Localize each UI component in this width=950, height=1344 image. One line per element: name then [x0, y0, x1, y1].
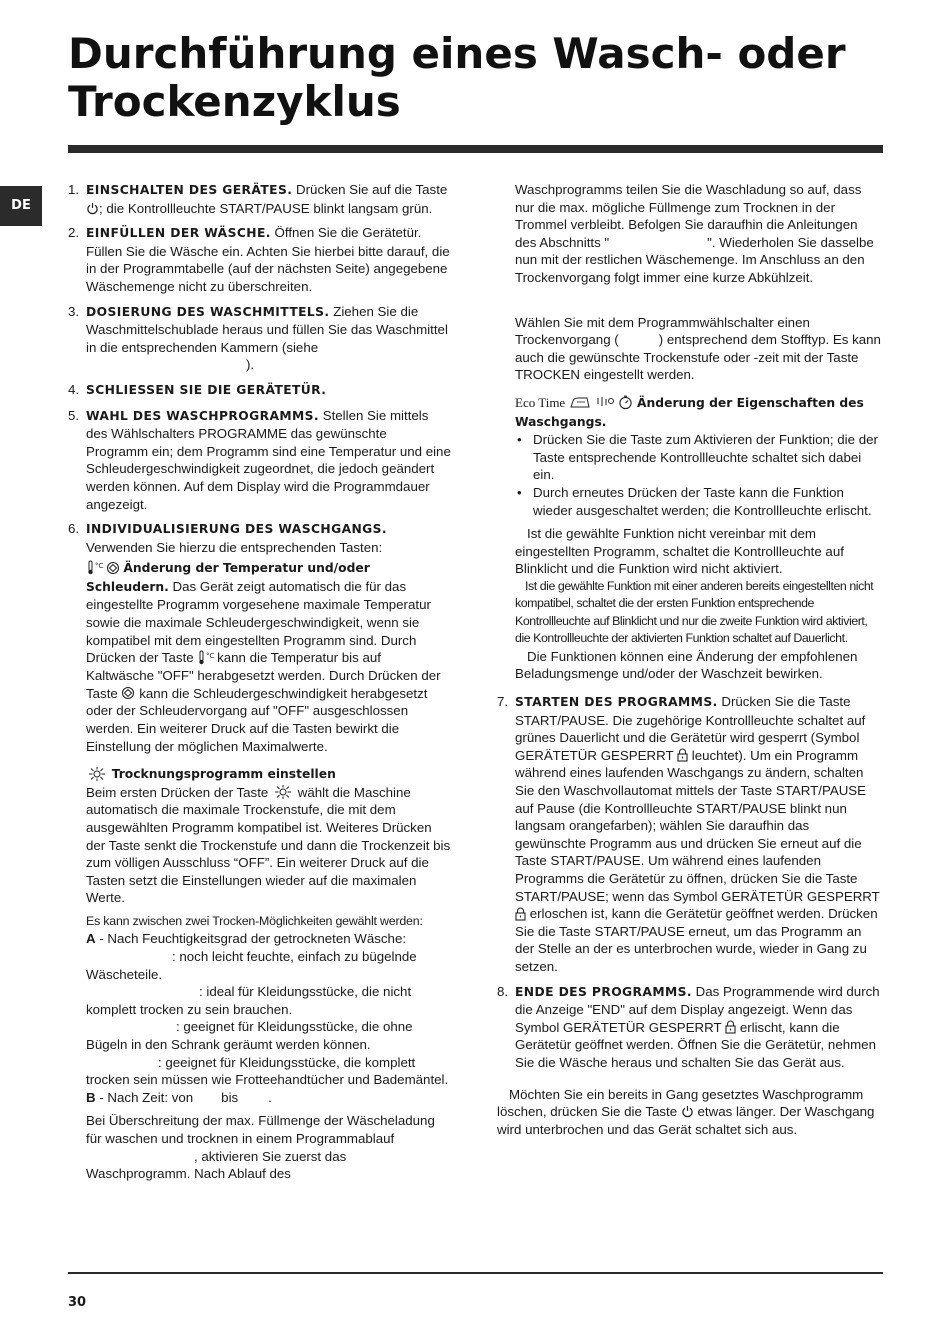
drying-heading: Trocknungsprogramm einstellen: [111, 767, 336, 782]
language-tab: DE: [0, 186, 42, 226]
temperature-spin-paragraph: °C Änderung der Temperatur und/oder Schleudern. Das Gerät zeigt automatisch die für das eingestellte Programm vorgesehene maximale Temperatur sowie die maximale Schleudergeschwindigkeit, wenn sie kompatibel mit dem eingestellten Programm sind. Durch Drücken der Taste °C kann die Temperatur bis auf Kaltwäsche "OFF" herabgesetzt werden. Durch Drücken der Taste kann die Schleudergeschwindigkeit herabgesetzt oder der Schleudervorgang auf "OFF" ausgeschlossen werden. Ein weiterer Druck auf die Tasten bewirkt die Einstellung der möglichen Maximalwerte.: [86, 561, 441, 754]
spin-icon: [106, 561, 120, 577]
step-list-left: [68, 181, 452, 556]
drying-icon: [86, 767, 108, 783]
step-list-right: [497, 693, 882, 1071]
function-bullet-1: • Drücken Sie die Taste zum Aktivieren der Funktion; die der Taste entsprechende Kontrollleuchte schaltet sich dabei ein.: [517, 432, 878, 483]
right-column: [497, 181, 882, 1138]
overload-paragraph: Bei Überschreitung der max. Füllmenge der Wäscheladung für waschen und trocknen in einem Programmablauf, aktivieren Sie zuerst das Waschprogramm. Nach Ablauf des: [86, 1113, 435, 1182]
step-switch-on: 1. EINSCHALTEN DES GERÄTES. Drücken Sie auf die Taste ; die Kontrollleuchte START/PAUSE blinkt langsam grün.: [68, 182, 448, 216]
drying-level-4: : geeignet für Kleidungsstücke, die komplett trocken sein müssen wie Frotteehandtücher und Bademäntel.: [86, 1054, 449, 1088]
drying-select-paragraph: Wählen Sie mit dem Programmwählschalter einen Trockenvorgang ( ) entsprechend dem Stofftyp. Es kann auch die gewünschte Trockenstufe oder -zeit mit der Taste TROCKEN eingestellt werden.: [515, 314, 881, 383]
svg-text:°C: °C: [95, 562, 104, 571]
drying-choice-intro: Es kann zwischen zwei Trocken-Möglichkeiten gewählt werden:: [86, 913, 423, 928]
function-notes: [497, 525, 882, 683]
drying-level-1: : noch leicht feuchte, einfach zu bügelnde Wäscheteile.: [86, 949, 417, 982]
title-rule: [68, 145, 883, 153]
function-note-2: Ist die gewählte Funktion mit einer anderen bereits eingestellten nicht kompatibel, schaltet die der ersten Funktion entsprechende Kontrollleuchte auf Blinklicht und nur die zweite Funktion wird aktiviert, die Kontrollleuchte der aktivierten Funktion schaltet auf Dauerlicht.: [515, 578, 874, 646]
step-heading: DOSIERUNG DES WASCHMITTELS.: [86, 304, 330, 319]
step-heading: EINSCHALTEN DES GERÄTES.: [86, 183, 293, 197]
stain-icon: [595, 396, 615, 411]
function-note-1: Ist die gewählte Funktion nicht vereinbar mit dem eingestellten Programm, schaltet die Kontrollleuchte auf Blinklicht und die Funktion wird nicht aktiviert.: [515, 526, 844, 577]
left-column: [68, 181, 452, 1183]
right-column-intro: [497, 181, 882, 431]
step-detergent: 3. DOSIERUNG DES WASCHMITTELS. Ziehen Sie die Waschmittelschublade heraus und füllen Sie das Waschmittel in die entsprechenden Kammern (siehe).: [68, 303, 448, 373]
lock-icon: [677, 748, 688, 764]
cancel-program-paragraph: Möchten Sie ein bereits in Gang gesetztes Waschprogramm löschen, drücken Sie die Taste etwas länger. Der Waschgang wird unterbrochen und das Gerät schaltet sich aus.: [497, 1086, 875, 1137]
function-bullet-2: • Durch erneutes Drücken der Taste kann die Funktion wieder ausgeschaltet werden; die Kontrollleuchte erlischt.: [517, 484, 872, 518]
function-note-3: Die Funktionen können eine Änderung der empfohlenen Beladungsmenge und/oder der Waschzeit bewirken.: [515, 648, 858, 682]
page-title: Durchführung eines Wasch- oder Trockenzyklus: [68, 29, 846, 126]
step-heading: WAHL DES WASCHPROGRAMMS.: [86, 408, 319, 423]
lock-icon: [515, 907, 526, 923]
temperature-icon: [197, 650, 213, 667]
drying-level-3: : geeignet für Kleidungsstücke, die ohne Bügeln in den Schrank geräumt werden können.: [86, 1019, 413, 1053]
power-icon: [86, 202, 99, 217]
step-heading: INDIVIDUALISIERUNG DES WASCHGANGS.: [86, 522, 388, 537]
footer-rule: [68, 1272, 883, 1274]
step-heading: SCHLIESSEN SIE DIE GERÄTETÜR.: [86, 382, 327, 397]
temperature-spin-heading: Änderung der Temperatur und/oder Schleudern.: [86, 561, 370, 594]
power-icon: [681, 1105, 694, 1120]
function-heading: Änderung der Eigenschaften des Waschgangs.: [515, 395, 864, 429]
step-heading: ENDE DES PROGRAMMS.: [515, 984, 692, 999]
step-select-program: 5. WAHL DES WASCHPROGRAMMS. Stellen Sie mittels des Wählschalters PROGRAMME das gewünschte Programm ein; dem Programm sind eine Temperatur und eine Schleudergeschwindigkeit zugeordnet, die jedoch geändert werden können. Auf dem Display wird die Programmdauer angezeigt.: [68, 407, 451, 512]
step-heading: STARTEN DES PROGRAMMS.: [515, 695, 718, 710]
step-customize: 6. INDIVIDUALISIERUNG DES WASCHGANGS. Verwenden Sie hierzu die entsprechenden Tasten:: [68, 521, 388, 555]
iron-icon: [569, 396, 591, 411]
drying-option-b: B - Nach Zeit: von bis .: [86, 1089, 272, 1105]
step-close-door: 4. SCHLIESSEN SIE DIE GERÄTETÜR.: [68, 381, 327, 397]
step-load-laundry: 2. EINFÜLLEN DER WÄSCHE. Öffnen Sie die Gerätetür. Füllen Sie die Wäsche ein. Achten Sie hierbei bitte darauf, die in der Programmtabelle (auf der nächsten Seite) angegebene Wäschemenge nicht zu überschreiten.: [68, 225, 450, 294]
page-number: 30: [68, 1295, 87, 1310]
drying-option-a: A - Nach Feuchtigkeitsgrad der getrockneten Wäsche:: [86, 931, 407, 947]
wash-dry-continuation: Waschprogramms teilen Sie die Waschladung so auf, dass nur die max. mögliche Füllmenge zum Trocknen in der Trommel verbleibt. Befolgen Sie daraufhin die Anleitungen des Abschnitts " ". Wiederholen Sie dasselbe nun mit der restlichen Wäschemenge. Im Anschluss an den Trockenvorgang folgt immer eine kurze Abkühlzeit.: [515, 182, 874, 285]
eco-time-icon: Eco Time: [515, 394, 566, 410]
customize-details: [68, 559, 452, 1182]
temperature-icon: [86, 560, 102, 577]
timer-icon: [618, 395, 633, 412]
lock-icon: [725, 1020, 736, 1036]
step-heading: EINFÜLLEN DER WÄSCHE.: [86, 226, 271, 241]
drying-paragraph: Trocknungsprogramm einstellen Beim ersten Drücken der Taste wählt die Maschine automatisch die maximale Trockenstufe, die mit dem ausgewählten Programm kompatibel ist. Weiteres Drücken der Taste senkt die Trockenstufe und dann die Trockenzeit bis zum völligen Ausschluss “OFF”. Ein weiterer Druck auf die Tasten setzt die Einstellungen wieder auf die maximalen Werte.: [86, 767, 451, 906]
svg-text:°C: °C: [206, 652, 215, 661]
step-start-program: 7. STARTEN DES PROGRAMMS. Drücken Sie die Taste START/PAUSE. Die zugehörige Kontrollleuchte schaltet auf grünes Dauerlicht und die Gerätetür wird gesperrt (Symbol GERÄTETÜR GESPERRT leuchtet). Um ein Programm während eines laufenden Waschgangs zu ändern, schalten Sie den Waschvollautomat mittels der Taste START/PAUSE auf Pause (die Kontrollleuchte START/PAUSE blinkt nun langsam orangefarben); wählen Sie daraufhin das gewünschte Programm aus und drücken Sie erneut auf die Taste START/PAUSE. Um während eines laufenden Programms die Gerätetür zu öffnen, drücken Sie die Taste START/PAUSE; wenn das Symbol GERÄTETÜR GESPERRT erloschen ist, kann die Gerätetür geöffnet werden. Drücken Sie die Taste START/PAUSE erneut, um das Programm an der Stelle an der es unterbrochen wurde, wieder in Gang zu setzen.: [497, 694, 880, 974]
drying-level-2: : ideal für Kleidungsstücke, die nicht komplett trocken zu sein brauchen.: [86, 984, 412, 1017]
drying-icon: [272, 785, 294, 801]
spin-icon: [121, 686, 135, 702]
step-end-program: 8. ENDE DES PROGRAMMS. Das Programmende wird durch die Anzeige "END" auf dem Display angezeigt. Wenn das Symbol GERÄTETÜR GESPERRT erlischt, kann die Gerätetür geöffnet werden. Öffnen Sie die Gerätetür, nehmen Sie die Wäsche heraus und schalten Sie das Gerät aus.: [497, 983, 880, 1070]
function-heading-line: [515, 394, 882, 431]
